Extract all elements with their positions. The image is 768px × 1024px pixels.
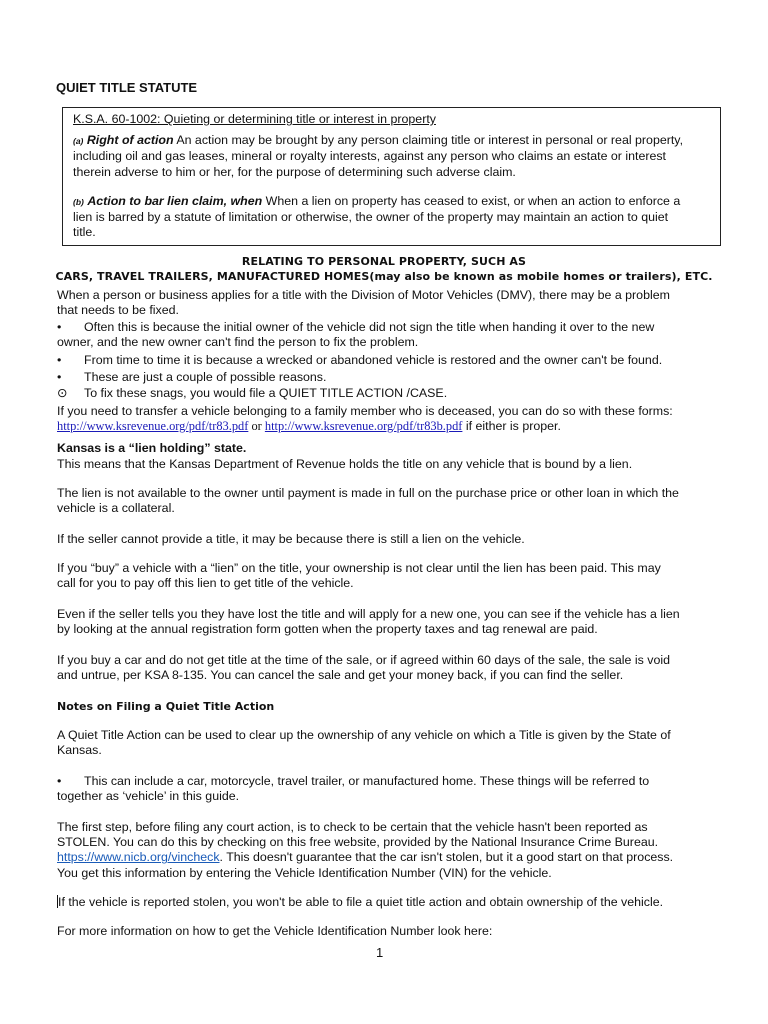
bullet-text: To fix these snags, you would file a QUIET TITLE ACTION /CASE. [84, 386, 448, 400]
void-sale-line-2: and untrue, per KSA 8-135. You can cancel the sale and get your money back, if you can find the seller. [57, 668, 624, 683]
or-text: or [248, 419, 265, 434]
bullet-text-continued: together as ‘vehicle’ in this guide. [57, 789, 240, 804]
void-sale-paragraph [57, 653, 717, 683]
section-title-line-2: CARS, TRAVEL TRAILERS, MANUFACTURED HOMES(may also be known as mobile homes or trailers), ETC. [55, 270, 713, 283]
forms-line-end: if either is proper. [462, 419, 561, 434]
subsection-a-letter: (a) [73, 136, 84, 147]
bullet-item-quiet-title [57, 386, 717, 401]
subsection-a-text-2: including oil and gas leases, mineral or royalty interests, against any person who claims an estate or interest [73, 149, 666, 164]
kansas-lien-heading: Kansas is a “lien holding” state. [57, 441, 247, 455]
subsection-a-text-1: An action may be brought by any person claiming title or interest in personal or real property, [173, 133, 684, 148]
vin-info-paragraph: For more information on how to get the Vehicle Identification Number look here: [57, 924, 493, 938]
bullet-item-vehicle-types [57, 774, 717, 804]
bullet-item-wrecked-vehicle [57, 353, 717, 368]
intro-line-2: that needs to be fixed. [57, 303, 179, 318]
subsection-a-text-3: therein adverse to him or her, for the purpose of determining such adverse claim. [73, 164, 516, 179]
buy-with-lien-paragraph [57, 561, 717, 591]
stolen-check-line-3: . This doesn't guarantee that the car isn't stolen, but it a good start on that process. [219, 850, 674, 865]
lien-availability-paragraph [57, 486, 717, 516]
page-number: 1 [376, 945, 384, 960]
subsection-b-text-2: lien is barred by a statute of limitation or otherwise, the owner of the property may maintain an action to quiet [73, 210, 669, 225]
lost-title-paragraph [57, 607, 717, 637]
bullet-item-reasons [57, 370, 717, 385]
lost-title-line-2: by looking at the annual registration form gotten when the property taxes and tag renewal are paid. [57, 622, 598, 637]
intro-line-1: When a person or business applies for a title with the Division of Motor Vehicles (DMV), there may be a problem [57, 288, 670, 302]
bullet-text-continued: owner, and the new owner can't find the person to fix the problem. [57, 335, 419, 350]
reported-stolen-text: If the vehicle is reported stolen, you won't be able to file a quiet title action and obtain ownership of the vehicle. [58, 895, 664, 909]
circle-bullet-icon: ⊙ [57, 386, 68, 400]
forms-paragraph [57, 404, 717, 434]
stolen-check-line-2: STOLEN. You can do this by checking on this free website, provided by the National Insurance Crime Bureau. [57, 835, 659, 850]
page-heading: QUIET TITLE STATUTE [56, 80, 198, 95]
bullet-mark: • [57, 370, 62, 384]
bullet-item-initial-owner [57, 320, 717, 350]
notes-heading: Notes on Filing a Quiet Title Action [57, 700, 275, 713]
bullet-text: This can include a car, motorcycle, travel trailer, or manufactured home. These things will be referred to [84, 774, 650, 788]
nicb-vincheck-link[interactable]: https://www.nicb.org/vincheck [57, 850, 220, 865]
stolen-check-line-4: You get this information by entering the Vehicle Identification Number (VIN) for the vehicle. [57, 865, 552, 880]
bullet-mark: • [57, 774, 62, 788]
statute-subsection-b [73, 194, 712, 241]
subsection-b-text-1: When a lien on property has ceased to exist, or when an action to enforce a [262, 193, 681, 208]
statute-reference: K.S.A. 60-1002: Quieting or determining title or interest in property [73, 112, 436, 126]
subsection-b-title: Action to bar lien claim, when [87, 193, 263, 208]
lien-holding-paragraph: This means that the Kansas Department of Revenue holds the title on any vehicle that is bound by a lien. [57, 457, 633, 471]
subsection-b-letter: (b) [73, 196, 84, 207]
form-tr83-link[interactable]: http://www.ksrevenue.org/pdf/tr83.pdf [57, 419, 249, 434]
seller-title-paragraph: If the seller cannot provide a title, it may be because there is still a lien on the vehicle. [57, 532, 525, 546]
statute-box [62, 107, 721, 246]
statute-subsection-a [73, 133, 712, 180]
forms-line-1: If you need to transfer a vehicle belonging to a family member who is deceased, you can do so with these forms: [57, 404, 673, 418]
buy-with-lien-line-2: call for you to pay off this lien to get title of the vehicle. [57, 576, 354, 591]
quiet-title-use-paragraph [57, 728, 717, 758]
section-title-line-1: RELATING TO PERSONAL PROPERTY, SUCH AS [241, 255, 527, 268]
lost-title-line-1: Even if the seller tells you they have lost the title and will apply for a new one, you can see if the vehicle has a lien [57, 607, 680, 621]
bullet-mark: • [57, 320, 62, 334]
quiet-title-use-line-2: Kansas. [57, 743, 102, 758]
bullet-text: From time to time it is because a wrecked or abandoned vehicle is restored and the owner can't be found. [84, 353, 663, 367]
stolen-check-paragraph [57, 820, 717, 881]
lien-availability-line-1: The lien is not available to the owner until payment is made in full on the purchase price or other loan in which the [57, 486, 679, 500]
subsection-a-title: Right of action [86, 133, 174, 148]
form-tr83b-link[interactable]: http://www.ksrevenue.org/pdf/tr83b.pdf [264, 419, 463, 434]
lien-availability-line-2: vehicle is a collateral. [57, 501, 175, 516]
quiet-title-use-line-1: A Quiet Title Action can be used to clear up the ownership of any vehicle on which a Title is given by the State of [57, 728, 671, 742]
bullet-mark: • [57, 353, 62, 367]
subsection-b-text-3: title. [73, 225, 96, 240]
bullet-text: These are just a couple of possible reasons. [84, 370, 327, 384]
void-sale-line-1: If you buy a car and do not get title at the time of the sale, or if agreed within 60 days of the sale, the sale is void [57, 653, 671, 667]
intro-paragraph [57, 288, 717, 318]
reported-stolen-paragraph [57, 895, 717, 910]
stolen-check-line-1: The first step, before filing any court action, is to check to be certain that the vehicle hasn't been reported as [57, 820, 648, 834]
bullet-text: Often this is because the initial owner of the vehicle did not sign the title when handing it over to the new [84, 320, 655, 334]
buy-with-lien-line-1: If you “buy” a vehicle with a “lien” on the title, your ownership is not clear until the lien has been paid. This may [57, 561, 661, 575]
